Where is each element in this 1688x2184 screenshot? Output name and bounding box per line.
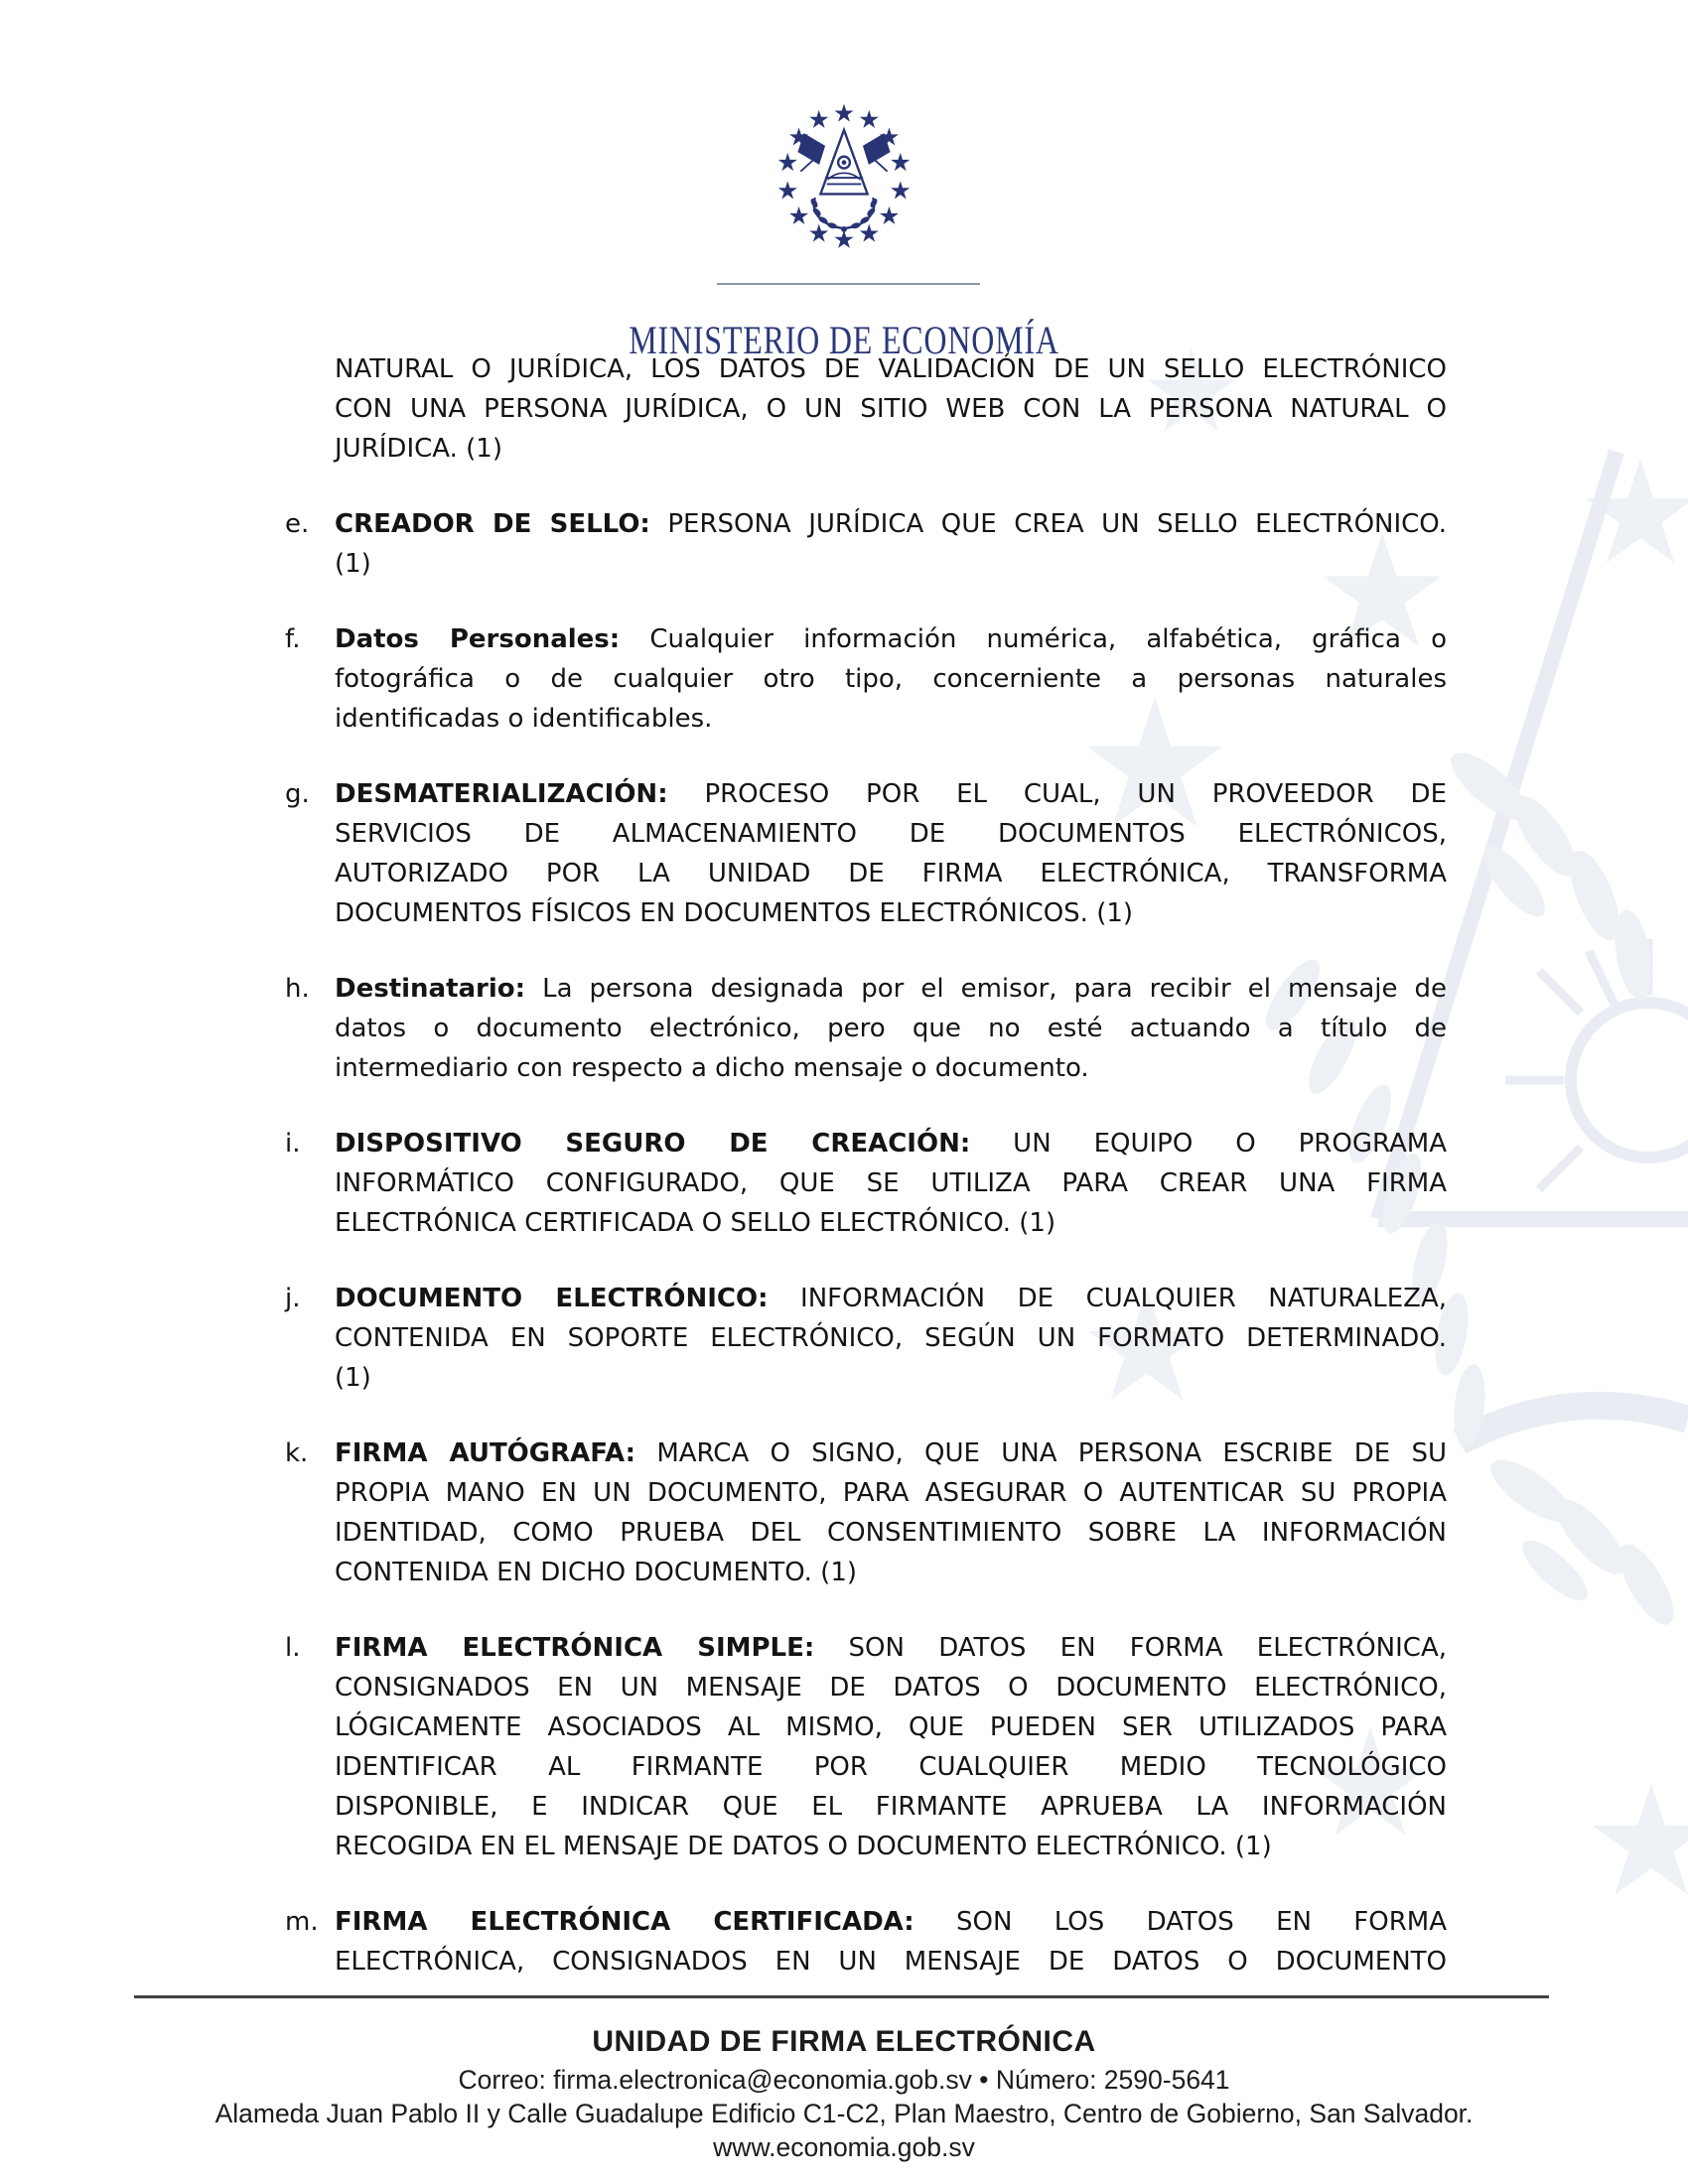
item-marker: e. [285,509,310,539]
text-line: DESMATERIALIZACIÓN: PROCESO POR EL CUAL, UN PROVEEDOR DE [335,779,1447,809]
footer-divider [134,1995,1549,1998]
text-line: IDENTIFICAR AL FIRMANTE POR CUALQUIER MEDIO TECNOLÓGICO [335,1752,1447,1782]
text-line: SERVICIOS DE ALMACENAMIENTO DE DOCUMENTOS ELECTRÓNICOS, [335,819,1447,849]
item-marker: h. [285,974,310,1004]
text-line: Datos Personales: Cualquier información numérica, alfabética, gráfica o [335,624,1447,654]
definition-term: FIRMA AUTÓGRAFA: [335,1438,636,1468]
header-divider [717,283,980,285]
text-line: JURÍDICA. (1) [335,434,502,464]
text-line: FIRMA ELECTRÓNICA SIMPLE: SON DATOS EN FORMA ELECTRÓNICA, [335,1633,1448,1663]
footer-contact-line: Correo: firma.electronica@economia.gob.sv • Número: 2590-5641 [458,2065,1230,2095]
text-line: FIRMA ELECTRÓNICA CERTIFICADA: SON LOS DATOS EN FORMA [335,1907,1448,1937]
item-marker: j. [285,1284,301,1313]
page-footer [0,2021,1688,2164]
ministry-logo-coat-of-arms-icon [715,79,973,278]
text-line: DOCUMENTOS FÍSICOS EN DOCUMENTOS ELECTRÓNICOS. (1) [335,898,1134,928]
definition-term: DISPOSITIVO SEGURO DE CREACIÓN: [335,1129,971,1159]
footer-unit-title: UNIDAD DE FIRMA ELECTRÓNICA [592,2025,1096,2058]
text-line: NATURAL O JURÍDICA, LOS DATOS DE VALIDACIÓN DE UN SELLO ELECTRÓNICO [335,354,1447,384]
definition-item-k [285,1433,1447,1592]
text-line: (1) [335,1363,371,1393]
definition-term: Destinatario: [335,974,526,1004]
definition-term: DOCUMENTO ELECTRÓNICO: [335,1284,769,1313]
text-line: PROPIA MANO EN UN DOCUMENTO, PARA ASEGURAR O AUTENTICAR SU PROPIA [335,1478,1447,1508]
definition-term: DESMATERIALIZACIÓN: [335,779,668,809]
text-line: DISPOSITIVO SEGURO DE CREACIÓN: UN EQUIPO O PROGRAMA [335,1129,1447,1159]
text-line: ELECTRÓNICA CERTIFICADA O SELLO ELECTRÓNICO. (1) [335,1208,1056,1238]
definition-item-i [285,1124,1447,1243]
intro-paragraph [285,349,1447,469]
definition-item-f [285,619,1447,739]
footer-website: www.economia.gob.sv [713,2132,975,2162]
text-line: fotográfica o de cualquier otro tipo, concerniente a personas naturales [335,664,1447,694]
text-line: ELECTRÓNICA, CONSIGNADOS EN UN MENSAJE DE DATOS O DOCUMENTO [335,1947,1447,1977]
definition-item-g [285,774,1447,933]
text-line: FIRMA AUTÓGRAFA: MARCA O SIGNO, QUE UNA PERSONA ESCRIBE DE SU [335,1438,1447,1468]
text-line: RECOGIDA EN EL MENSAJE DE DATOS O DOCUMENTO ELECTRÓNICO. (1) [335,1832,1272,1861]
text-line: CON UNA PERSONA JURÍDICA, O UN SITIO WEB CON LA PERSONA NATURAL O [335,394,1447,424]
text-line: IDENTIDAD, COMO PRUEBA DEL CONSENTIMIENTO SOBRE LA INFORMACIÓN [335,1518,1447,1548]
text-line: INFORMÁTICO CONFIGURADO, QUE SE UTILIZA PARA CREAR UNA FIRMA [335,1168,1447,1198]
definition-item-j [285,1279,1447,1398]
definition-item-l [285,1628,1447,1866]
text-line: DOCUMENTO ELECTRÓNICO: INFORMACIÓN DE CUALQUIER NATURALEZA, [335,1284,1447,1313]
text-line: intermediario con respecto a dicho mensaje o documento. [335,1053,1089,1083]
definition-term: Datos Personales: [335,624,621,654]
definition-item-e [285,504,1447,584]
text-line: CONSIGNADOS EN UN MENSAJE DE DATOS O DOCUMENTO ELECTRÓNICO, [335,1673,1447,1703]
text-line: LÓGICAMENTE ASOCIADOS AL MISMO, QUE PUEDEN SER UTILIZADOS PARA [335,1712,1447,1742]
item-marker: f. [285,624,301,654]
text-line: Destinatario: La persona designada por el emisor, para recibir el mensaje de [335,974,1447,1004]
text-line: CONTENIDA EN DICHO DOCUMENTO. (1) [335,1558,858,1587]
definition-term: FIRMA ELECTRÓNICA SIMPLE: [335,1633,815,1663]
text-line: (1) [335,549,371,579]
text-line: DISPONIBLE, E INDICAR QUE EL FIRMANTE APRUEBA LA INFORMACIÓN [335,1792,1447,1822]
item-marker: l. [285,1633,301,1663]
item-marker: m. [285,1907,319,1937]
ministry-title: MINISTERIO DE ECONOMÍA [629,317,1059,362]
text-line: CONTENIDA EN SOPORTE ELECTRÓNICO, SEGÚN UN FORMATO DETERMINADO. [335,1323,1447,1353]
text-line: CREADOR DE SELLO: PERSONA JURÍDICA QUE CREA UN SELLO ELECTRÓNICO. [335,509,1447,539]
definition-term: FIRMA ELECTRÓNICA CERTIFICADA: [335,1907,914,1937]
definition-item-m [285,1902,1447,1981]
text-line: datos o documento electrónico, pero que no esté actuando a título de [335,1014,1447,1043]
text-line: identificadas o identificables. [335,704,713,734]
definition-term: CREADOR DE SELLO: [335,509,650,539]
item-marker: i. [285,1129,301,1159]
document-body [285,349,1447,1981]
footer-address-line: Alameda Juan Pablo II y Calle Guadalupe Edificio C1-C2, Plan Maestro, Centro de Gobierno, San Salvador. [214,2099,1474,2128]
item-marker: g. [285,779,310,809]
definition-item-h [285,969,1447,1088]
text-line: AUTORIZADO POR LA UNIDAD DE FIRMA ELECTRÓNICA, TRANSFORMA [335,859,1447,888]
item-marker: k. [285,1438,309,1468]
